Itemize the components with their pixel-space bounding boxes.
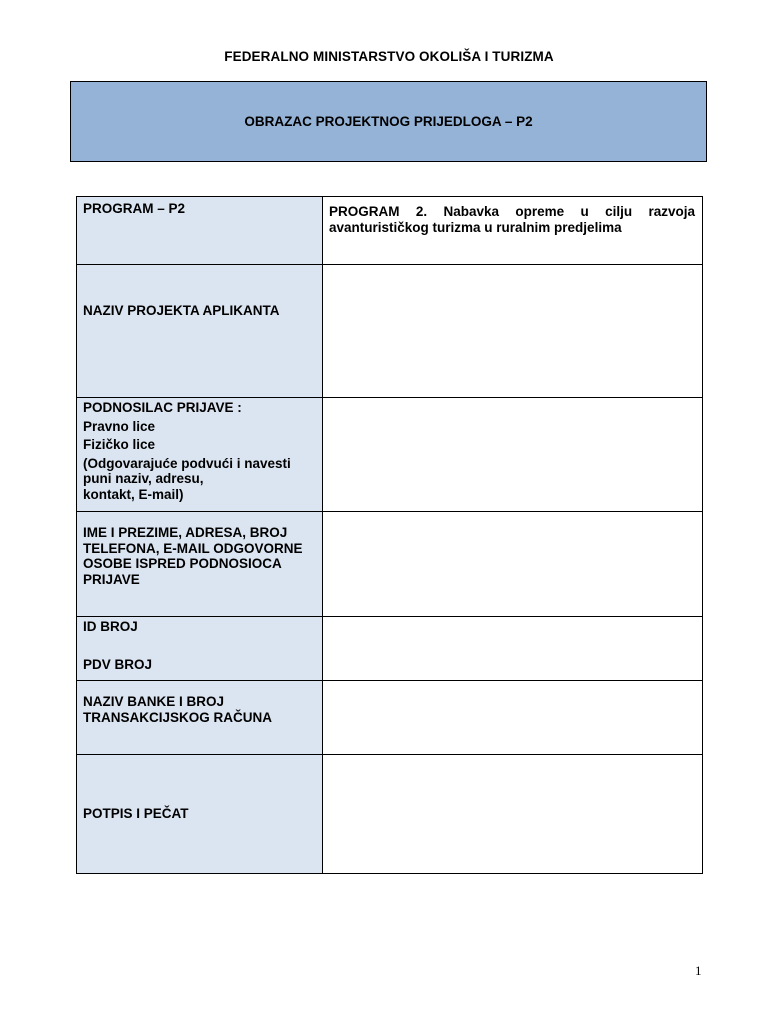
table-row-bank (77, 681, 703, 755)
table-row-signature (77, 755, 703, 874)
application-form-table (76, 196, 703, 874)
project-name-label: NAZIV PROJEKTA APLIKANTA (77, 265, 323, 398)
vat-number-label: PDV BROJ (83, 656, 153, 672)
program-label: PROGRAM – P2 (77, 197, 323, 265)
signature-field[interactable] (323, 755, 703, 874)
signature-label: POTPIS I PEČAT (77, 755, 323, 874)
applicant-note: (Odgovarajuće podvući i navesti puni naziv, adresu, (83, 455, 291, 486)
table-row-project-name (77, 265, 703, 398)
bank-field[interactable] (323, 681, 703, 755)
applicant-note-contact: kontakt, E-mail) (83, 486, 184, 502)
page-number: 1 (695, 963, 702, 978)
id-vat-label-cell (77, 617, 323, 681)
id-vat-field[interactable] (323, 617, 703, 681)
program-value: PROGRAM 2. Nabavka opreme u cilju razvoja avanturističkog turizma u ruralnim predjelima (323, 197, 703, 265)
form-title: OBRAZAC PROJEKTNOG PRIJEDLOGA – P2 (244, 114, 533, 129)
applicant-option-natural-person: Fizičko lice (83, 437, 156, 452)
applicant-option-legal-entity: Pravno lice (83, 418, 156, 434)
applicant-label: PODNOSILAC PRIJAVE : (83, 400, 242, 415)
ministry-header: FEDERALNO MINISTARSTVO OKOLIŠA I TURIZMA (224, 49, 554, 64)
id-number-label: ID BROJ (83, 619, 138, 634)
table-row-applicant (77, 398, 703, 512)
project-name-field[interactable] (323, 265, 703, 398)
responsible-person-label: IME I PREZIME, ADRESA, BROJ TELEFONA, E-MAIL ODGOVORNE OSOBE ISPRED PODNOSIOCA PRIJAVE (77, 512, 323, 617)
table-row-program (77, 197, 703, 265)
applicant-field[interactable] (323, 398, 703, 512)
responsible-person-field[interactable] (323, 512, 703, 617)
table-row-id-vat (77, 617, 703, 681)
table-row-responsible-person (77, 512, 703, 617)
form-title-box (70, 81, 707, 162)
bank-label: NAZIV BANKE I BROJ TRANSAKCIJSKOG RAČUNA (77, 681, 323, 755)
applicant-label-cell (77, 398, 323, 512)
